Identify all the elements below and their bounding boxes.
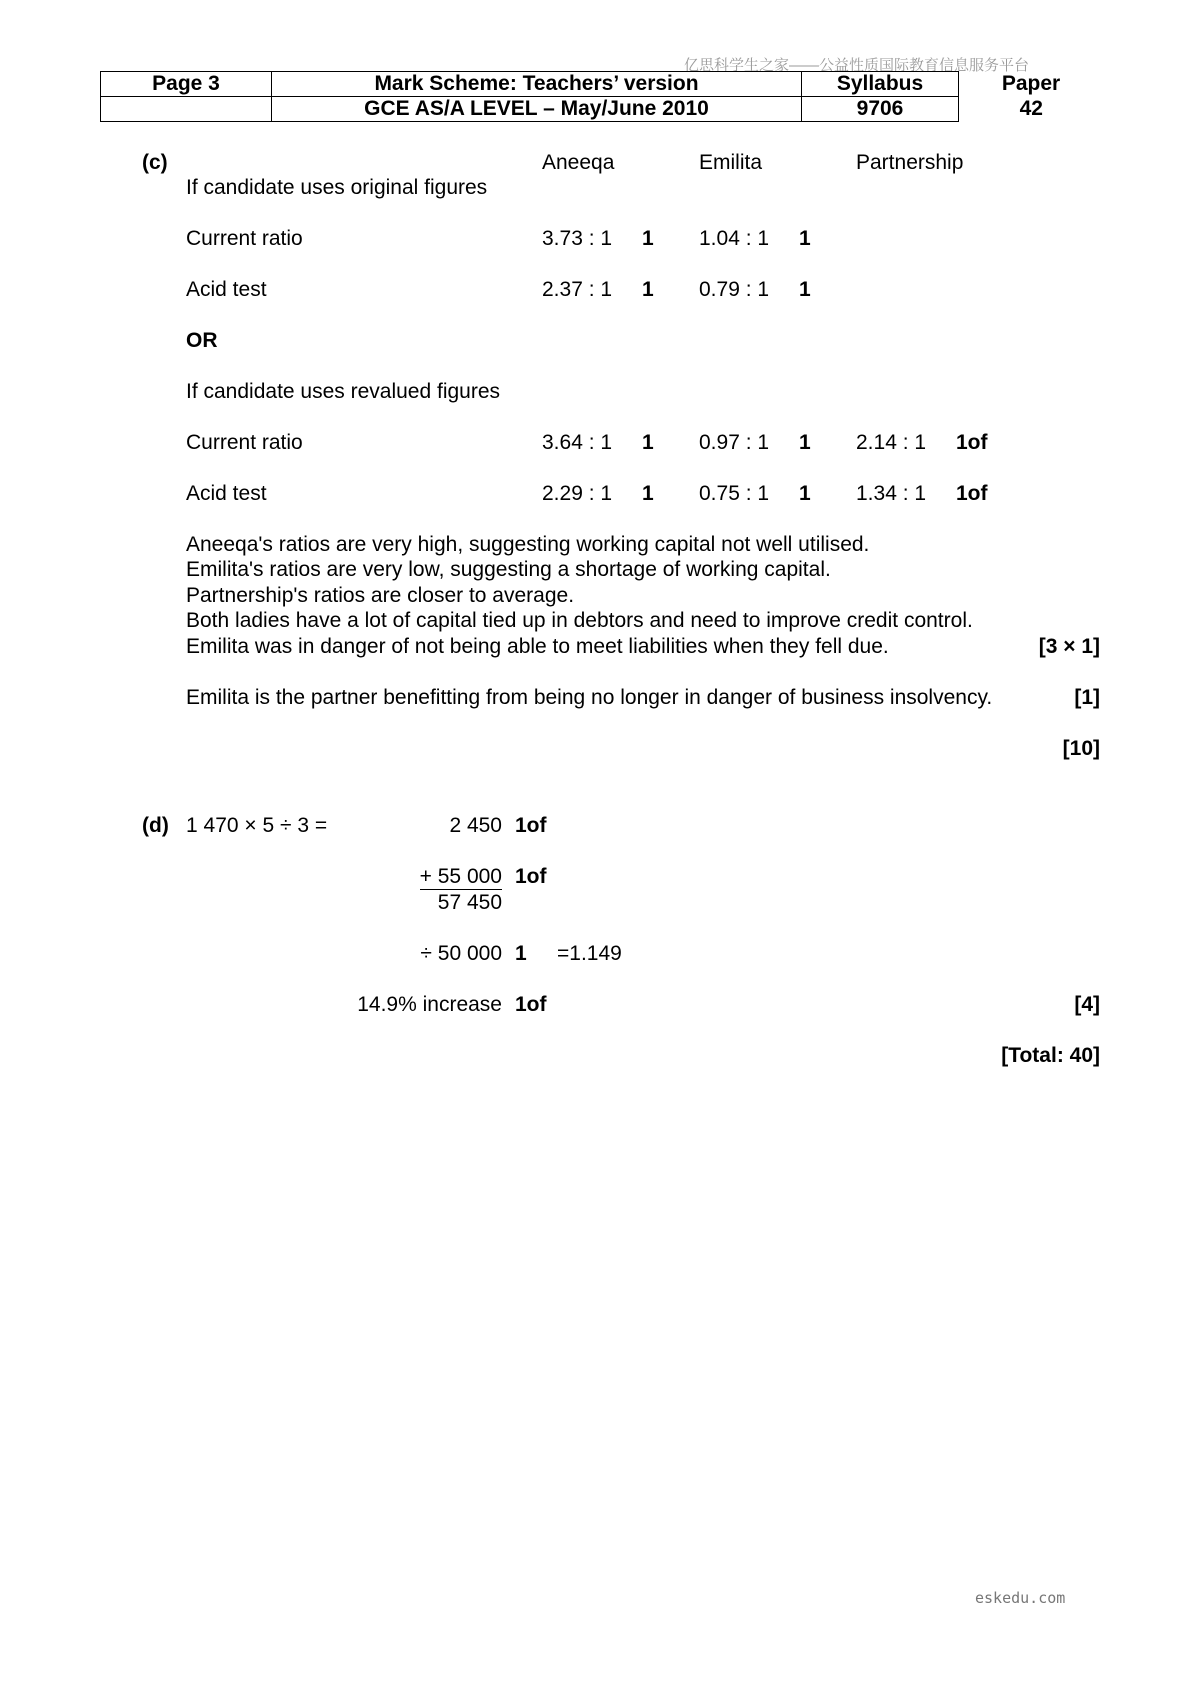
revalued-current-ratio-emilita: 0.97 : 1 bbox=[699, 431, 770, 454]
original-current-ratio-emilita-mark: 1 bbox=[799, 227, 811, 250]
comment-line: Both ladies have a lot of capital tied up in debtors and need to improve credit control. bbox=[186, 609, 973, 632]
revalued-current-ratio-emilita-mark: 1 bbox=[799, 431, 811, 454]
header-table bbox=[100, 71, 1104, 122]
part-d-value-5: 14.9% increase bbox=[357, 993, 502, 1016]
part-c-label: (c) bbox=[142, 151, 168, 174]
column-header-emilita: Emilita bbox=[699, 151, 763, 174]
comment-line: Aneeqa's ratios are very high, suggesting working capital not well utilised. bbox=[186, 533, 870, 556]
part-d-mark-2: 1of bbox=[515, 865, 547, 888]
header-empty-cell bbox=[101, 97, 272, 122]
original-acid-test-aneeqa: 2.37 : 1 bbox=[542, 278, 613, 301]
footer-site: eskedu.com bbox=[975, 1589, 1066, 1607]
conclusion-text: Emilita is the partner benefitting from being no longer in danger of business insolvency. bbox=[186, 686, 993, 709]
revalued-current-ratio-partnership: 2.14 : 1 bbox=[856, 431, 927, 454]
header-title: Mark Scheme: Teachers’ version bbox=[272, 72, 802, 97]
part-d-mark-5: 1of bbox=[515, 993, 547, 1016]
original-figures-intro: If candidate uses original figures bbox=[186, 176, 488, 199]
revalued-acid-test-partnership: 1.34 : 1 bbox=[856, 482, 927, 505]
part-d-value-1: 2 450 bbox=[449, 814, 502, 837]
part-d-expression: 1 470 × 5 ÷ 3 = bbox=[186, 814, 328, 837]
part-d-value-4: ÷ 50 000 bbox=[420, 942, 502, 965]
revalued-figures-intro: If candidate uses revalued figures bbox=[186, 380, 501, 403]
header-syllabus-code: 9706 bbox=[802, 97, 959, 122]
watermark: 亿思科学生之家——公益性质国际教育信息服务平台 bbox=[684, 57, 1030, 74]
column-header-aneeqa: Aneeqa bbox=[542, 151, 615, 174]
header-syllabus-label: Syllabus bbox=[802, 72, 959, 97]
part-c-total-mark: [10] bbox=[1062, 737, 1100, 760]
revalued-current-ratio-partnership-mark: 1of bbox=[956, 431, 988, 454]
revalued-acid-test-aneeqa: 2.29 : 1 bbox=[542, 482, 613, 505]
comment-line: Emilita was in danger of not being able to meet liabilities when they fell due. bbox=[186, 635, 889, 658]
comment-line: Emilita's ratios are very low, suggesting a shortage of working capital. bbox=[186, 558, 831, 581]
header-paper-number: 42 bbox=[1019, 97, 1043, 120]
revalued-acid-test-partnership-mark: 1of bbox=[956, 482, 988, 505]
revalued-current-ratio-label: Current ratio bbox=[186, 431, 303, 454]
part-d-value-2: + 55 000 bbox=[419, 865, 502, 888]
part-d-mark-4: 1 bbox=[515, 942, 527, 965]
part-d-mark-1: 1of bbox=[515, 814, 547, 837]
revalued-current-ratio-aneeqa: 3.64 : 1 bbox=[542, 431, 613, 454]
comment-line: Partnership's ratios are closer to average. bbox=[186, 584, 575, 607]
original-acid-test-emilita: 0.79 : 1 bbox=[699, 278, 770, 301]
part-d-value-3: 57 450 bbox=[437, 891, 502, 914]
original-acid-test-aneeqa-mark: 1 bbox=[642, 278, 654, 301]
original-acid-test-emilita-mark: 1 bbox=[799, 278, 811, 301]
original-acid-test-label: Acid test bbox=[186, 278, 267, 301]
or-label: OR bbox=[186, 329, 218, 352]
column-header-partnership: Partnership bbox=[856, 151, 964, 174]
part-d-result: =1.149 bbox=[557, 942, 622, 965]
comments-mark: [3 × 1] bbox=[1038, 635, 1100, 658]
revalued-acid-test-emilita: 0.75 : 1 bbox=[699, 482, 770, 505]
header-page: Page 3 bbox=[101, 72, 272, 97]
revalued-acid-test-emilita-mark: 1 bbox=[799, 482, 811, 505]
revalued-acid-test-aneeqa-mark: 1 bbox=[642, 482, 654, 505]
part-d-label: (d) bbox=[142, 814, 169, 837]
conclusion-mark: [1] bbox=[1074, 686, 1100, 709]
header-exam: GCE AS/A LEVEL – May/June 2010 bbox=[272, 97, 802, 122]
revalued-current-ratio-aneeqa-mark: 1 bbox=[642, 431, 654, 454]
original-current-ratio-aneeqa: 3.73 : 1 bbox=[542, 227, 613, 250]
revalued-acid-test-label: Acid test bbox=[186, 482, 267, 505]
original-current-ratio-aneeqa-mark: 1 bbox=[642, 227, 654, 250]
header-paper-label: Paper bbox=[1001, 72, 1061, 95]
original-current-ratio-label: Current ratio bbox=[186, 227, 303, 250]
total-mark: [Total: 40] bbox=[1001, 1044, 1100, 1067]
part-d-mark: [4] bbox=[1074, 993, 1100, 1016]
original-current-ratio-emilita: 1.04 : 1 bbox=[699, 227, 770, 250]
